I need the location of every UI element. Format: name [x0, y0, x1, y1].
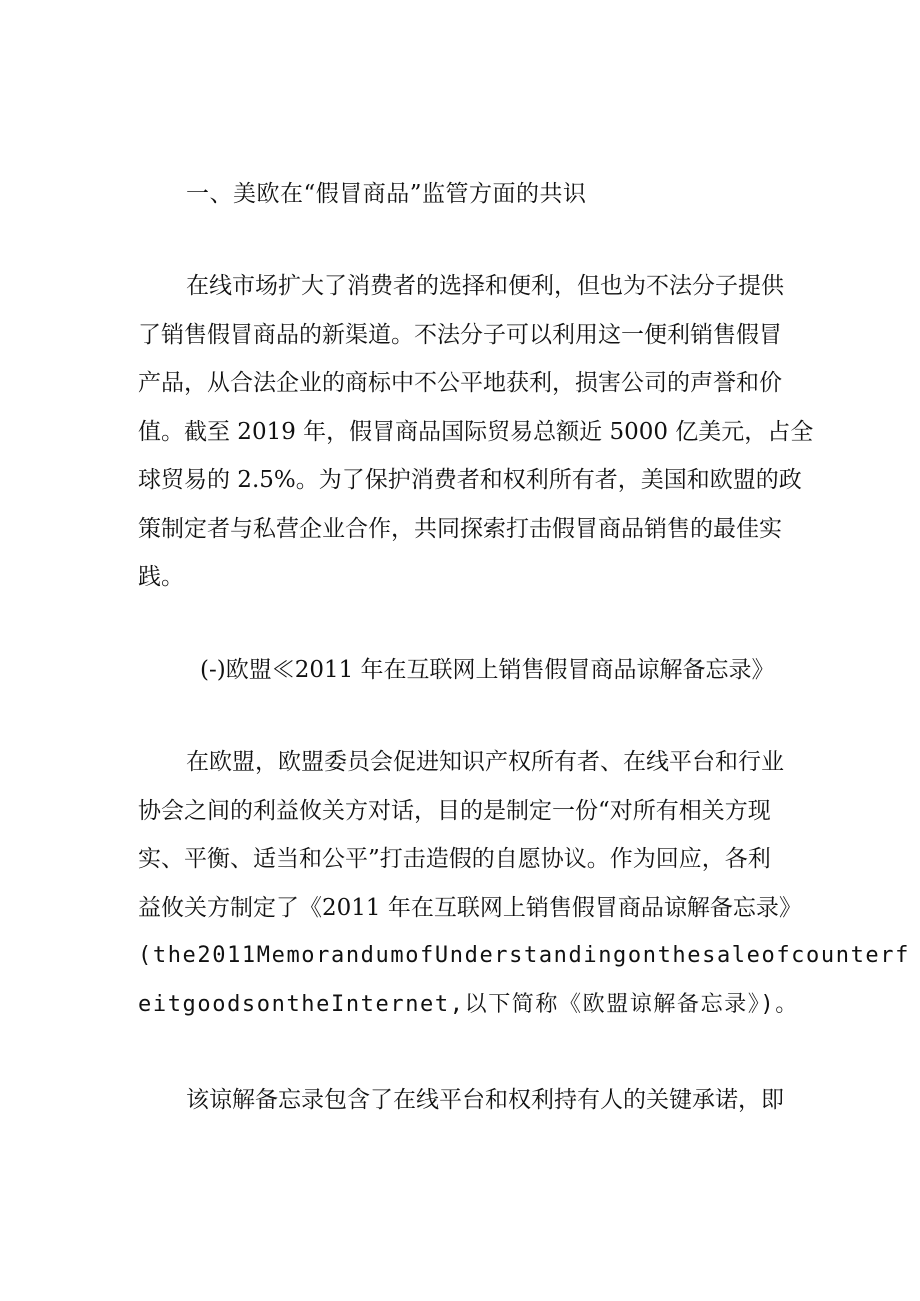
paragraph-line: 值。截至 2019 年，假冒商品国际贸易总额近 5000 亿美元，占全 — [138, 418, 814, 445]
paragraph-line: 协会之间的利益攸关方对话，目的是制定一份“对所有相关方现 — [138, 797, 771, 824]
paragraph-line: 践。 — [138, 564, 184, 590]
paragraph-mou-commitments — [138, 1076, 788, 1125]
paragraph-line: 了销售假冒商品的新渠道。不法分子可以利用这一便利销售假冒 — [138, 321, 782, 348]
paragraph-online-markets — [138, 262, 814, 602]
paragraph-line: 在线市场扩大了消费者的选择和便利，但也为不法分子提供 — [186, 273, 784, 299]
paragraph-line: 产品，从合法企业的商标中不公平地获利，损害公司的声誉和价 — [138, 370, 782, 396]
paragraph-line: 球贸易的 2.5%。为了保护消费者和权利所有者，美国和欧盟的政 — [138, 467, 802, 493]
subsection-heading: (-)欧盟≪2011 年在互联网上销售假冒商品谅解备忘录》 — [200, 657, 775, 683]
paragraph-line: 该谅解备忘录包含了在线平台和权利持有人的关键承诺，即 — [186, 1087, 784, 1113]
paragraph-line: 在欧盟，欧盟委员会促进知识产权所有者、在线平台和行业 — [186, 749, 784, 775]
paragraph-eu-dialogue — [138, 738, 910, 1029]
paragraph-line: 策制定者与私营企业合作，共同探索打击假冒商品销售的最佳实 — [138, 515, 782, 542]
paragraph-line: eitgoodsontheInternet,以下简称《欧盟谅解备忘录》)。 — [138, 991, 799, 1017]
paragraph-line: 实、平衡、适当和公平”打击造假的自愿协议。作为回应，各利 — [138, 846, 771, 872]
paragraph-line: (the2011MemorandumofUnderstandingonthesaleofcounterf — [138, 943, 910, 968]
section-heading: 一、美欧在“假冒商品”监管方面的共识 — [186, 181, 587, 207]
paragraph-line: 益攸关方制定了《2011 年在互联网上销售假冒商品谅解备忘录》 — [138, 894, 802, 921]
